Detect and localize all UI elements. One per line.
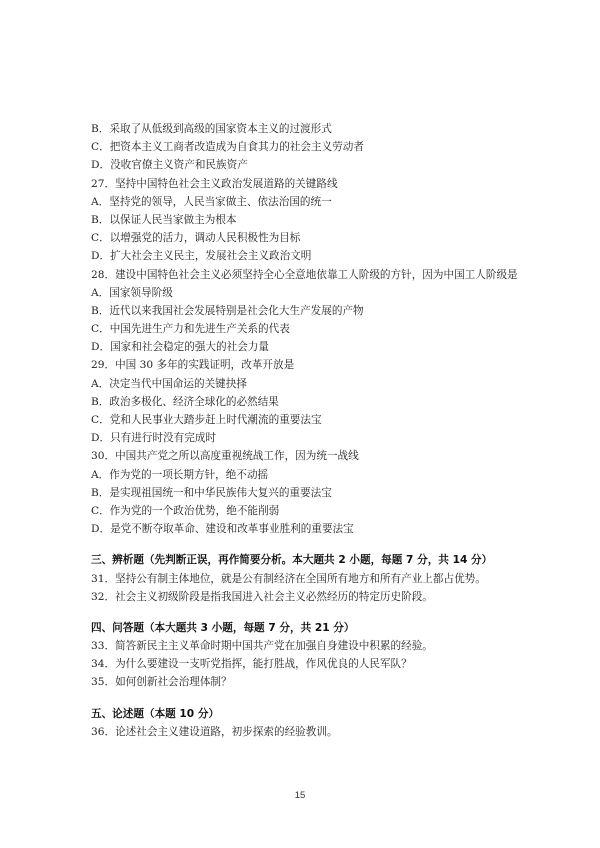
question-27 — [91, 175, 531, 266]
question-28 — [91, 266, 531, 357]
question-26-options — [91, 120, 531, 175]
question-29 — [91, 356, 531, 447]
page-number: 15 — [294, 790, 306, 801]
q27-option-a: A．坚持党的领导，人民当家做主、依法治国的统一 — [91, 195, 332, 208]
q28-option-d: D．国家和社会稳定的强大的社会力量 — [91, 341, 269, 354]
q29-option-a: A．决定当代中国命运的关键抉择 — [91, 377, 247, 390]
q30-option-b: B．是实现祖国统一和中华民族伟大复兴的重要法宝 — [91, 486, 332, 499]
q29-stem: 29．中国 30 多年的实践证明，改革开放是 — [91, 359, 295, 372]
q30-stem: 30．中国共产党之所以高度重视统战工作，因为统一战线 — [91, 450, 359, 463]
q30-option-d: D．是党不断夺取革命、建设和改革事业胜利的重要法宝 — [91, 523, 354, 536]
section-3-analysis — [91, 551, 531, 606]
q29-option-d: D．只有进行时没有完成时 — [91, 432, 217, 445]
section-4-short-answer — [91, 619, 531, 692]
q26-option-d: D．没收官僚主义资产和民族资产 — [91, 159, 248, 172]
q36-text: 36．论述社会主义建设道路，初步探索的经验教训。 — [91, 725, 338, 738]
q28-option-b: B．近代以来我国社会发展特别是社会化大生产发展的产物 — [91, 304, 364, 317]
q31-text: 31．坚持公有制主体地位，就是公有制经济在全国所有地方和所有产业上都占优势。 — [91, 572, 486, 585]
q33-text: 33．简答新民主主义革命时期中国共产党在加强自身建设中积累的经验。 — [91, 640, 433, 653]
q35-text: 35．如何创新社会治理体制？ — [91, 676, 232, 689]
exam-page-content — [91, 120, 531, 741]
q28-stem: 28．建设中国特色社会主义必须坚持全心全意地依靠工人阶级的方针，因为中国工人阶级是 — [91, 268, 518, 281]
q30-option-c: C．作为党的一个政治优势，绝不能削弱 — [91, 504, 280, 517]
q34-text: 34．为什么要建设一支听党指挥，能打胜战，作风优良的人民军队？ — [91, 658, 412, 671]
q27-option-d: D．扩大社会主义民主，发展社会主义政治文明 — [91, 250, 312, 263]
q28-option-a: A．国家领导阶级 — [91, 286, 173, 299]
section-5-essay — [91, 705, 531, 741]
q32-text: 32．社会主义初级阶段是指我国进入社会主义必然经历的特定历史阶段。 — [91, 590, 433, 603]
q27-stem: 27．坚持中国特色社会主义政治发展道路的关键路线 — [91, 177, 338, 190]
question-30 — [91, 447, 531, 538]
q27-option-c: C．以增强党的活力，调动人民积极性为目标 — [91, 232, 301, 245]
section-5-heading: 五、论述题（本题 10 分） — [91, 707, 220, 720]
q28-option-c: C．中国先进生产力和先进生产关系的代表 — [91, 323, 290, 336]
q26-option-b: B．采取了从低级到高级的国家资本主义的过渡形式 — [91, 123, 332, 135]
q27-option-b: B．以保证人民当家做主为根本 — [91, 213, 237, 226]
section-4-heading: 四、问答题（本大题共 3 小题，每题 7 分，共 21 分） — [91, 621, 355, 634]
section-3-heading: 三、辨析题（先判断正误，再作简要分析。本大题共 2 小题，每题 7 分，共 14 分） — [91, 554, 493, 567]
q29-option-b: B．政治多极化、经济全球化的必然结果 — [91, 395, 279, 408]
q30-option-a: A．作为党的一项长期方针，绝不动摇 — [91, 468, 269, 481]
q29-option-c: C．党和人民事业大踏步赶上时代潮流的重要法宝 — [91, 414, 322, 426]
q26-option-c: C．把资本主义工商者改造成为自食其力的社会主义劳动者 — [91, 141, 364, 154]
